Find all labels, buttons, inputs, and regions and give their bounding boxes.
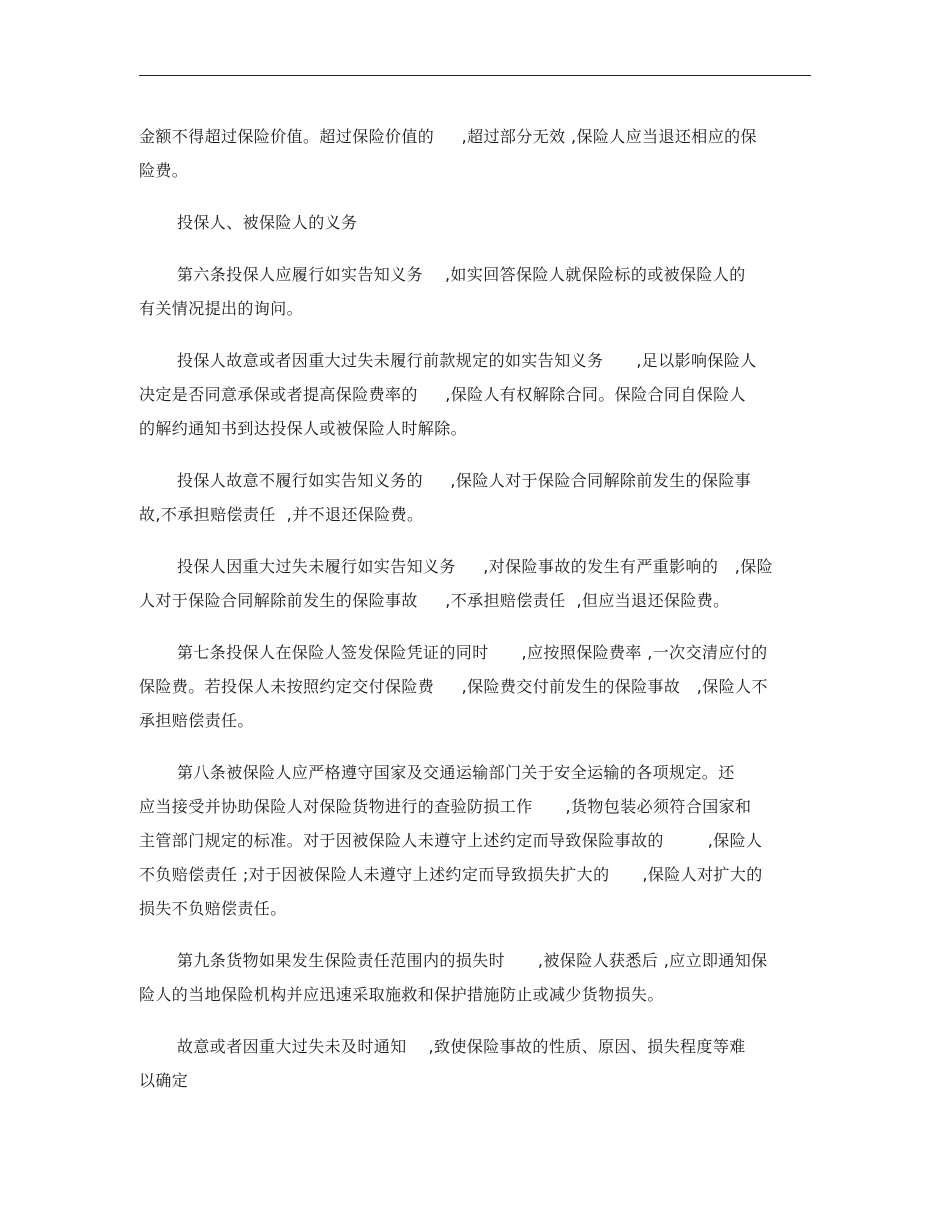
text-line: 第九条货物如果发生保险责任范围内的损失时 ,被保险人获悉后 ,应立即通知保 xyxy=(177,951,768,970)
text-line: 保险费。若投保人未按照约定交付保险费 ,保险费交付前发生的保险事故 ,保险人不 xyxy=(139,677,768,696)
text-line: 第七条投保人在保险人签发保险凭证的同时 ,应按照保险费率 ,一次交清应付的 xyxy=(177,643,768,662)
paragraph-article-8 xyxy=(139,756,811,926)
text-line: 损失不负赔偿责任。 xyxy=(139,899,287,918)
document-body xyxy=(139,120,811,1116)
text-line: 人对于保险合同解除前发生的保险事故 ,不承担赔偿责任 ,但应当退还保险费。 xyxy=(139,591,730,610)
paragraph xyxy=(139,344,811,446)
text-line: 险费。 xyxy=(139,161,189,180)
text-line: 金额不得超过保险价值。超过保险价值的 ,超过部分无效 ,保险人应当退还相应的保 xyxy=(139,127,757,146)
header-rule xyxy=(139,75,811,76)
text-line: 的解约通知书到达投保人或被保险人时解除。 xyxy=(139,419,468,438)
text-line: 主管部门规定的标准。对于因被保险人未遵守上述约定而导致保险事故的 ,保险人 xyxy=(139,831,763,850)
text-line: 以确定 xyxy=(139,1071,189,1090)
paragraph xyxy=(139,1030,811,1098)
text-line: 承担赔偿责任。 xyxy=(139,711,254,730)
paragraph xyxy=(139,550,811,618)
text-line: 投保人故意不履行如实告知义务的 ,保险人对于保险合同解除前发生的保险事 xyxy=(177,471,752,490)
text-line: 投保人因重大过失未履行如实告知义务 ,对保险事故的发生有严重影响的 ,保险 xyxy=(177,557,774,576)
text-line: 应当接受并协助保险人对保险货物进行的查验防损工作 ,货物包装必须符合国家和 xyxy=(139,797,752,816)
text-line: 第六条投保人应履行如实告知义务 ,如实回答保险人就保险标的或被保险人的 xyxy=(177,265,746,284)
text-line: 第八条被保险人应严格遵守国家及交通运输部门关于安全运输的各项规定。还 xyxy=(177,763,735,782)
paragraph-article-7 xyxy=(139,636,811,738)
paragraph-article-6 xyxy=(139,258,811,326)
text-line: 决定是否同意承保或者提高保险费率的 ,保险人有权解除合同。保险合同自保险人 xyxy=(139,385,746,404)
text-line: 险人的当地保险机构并应迅速采取施救和保护措施防止或减少货物损失。 xyxy=(139,985,664,1004)
text-line: 不负赔偿责任 ;对于因被保险人未遵守上述约定而导致损失扩大的 ,保险人对扩大的 xyxy=(139,865,763,884)
text-line: 故,不承担赔偿责任 ,并不退还保险费。 xyxy=(139,505,424,524)
text-line: 投保人、被保险人的义务 xyxy=(177,213,358,232)
section-heading xyxy=(139,206,811,240)
paragraph-continuation xyxy=(139,120,811,188)
paragraph xyxy=(139,464,811,532)
text-line: 故意或者因重大过失未及时通知 ,致使保险事故的性质、原因、损失程度等难 xyxy=(177,1037,746,1056)
text-line: 投保人故意或者因重大过失未履行前款规定的如实告知义务 ,足以影响保险人 xyxy=(177,351,757,370)
paragraph-article-9 xyxy=(139,944,811,1012)
text-line: 有关情况提出的询问。 xyxy=(139,299,304,318)
